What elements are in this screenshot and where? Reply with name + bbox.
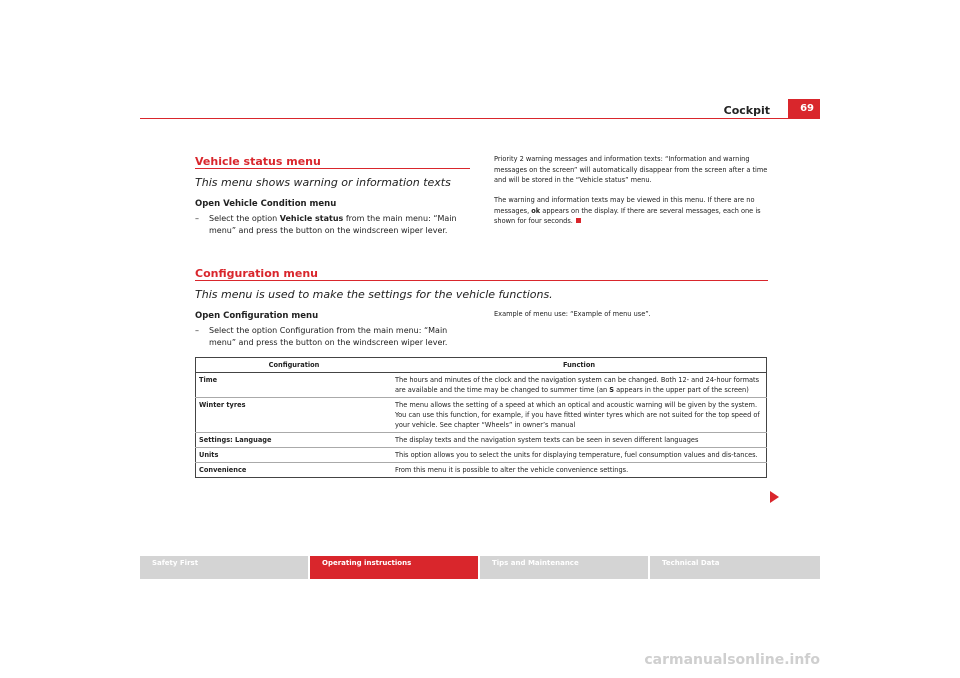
step-vehicle-status: – Select the option Vehicle status from the main menu: “Main menu” and press the button on the windscreen wiper lever. — [195, 214, 457, 235]
nav-tab-technical-data[interactable]: Technical Data — [650, 556, 820, 579]
section-title-vehicle-status: Vehicle status menu — [195, 155, 321, 168]
priority-2-paragraph: Priority 2 warning messages and information texts: “Information and warning messages on the screen” will automatically disappear from the screen after a time and will be stored in the “Vehicle status” menu. — [494, 155, 768, 184]
header-rule — [140, 118, 820, 119]
ok-text: ok — [531, 206, 541, 215]
table-row — [196, 398, 767, 433]
footer-watermark: carmanualsonline.info — [644, 652, 820, 668]
nav-tab-operating-instructions[interactable]: Operating instructions — [310, 556, 478, 579]
section-subtitle-configuration: This menu is used to make the settings for the vehicle functions. — [195, 288, 553, 301]
row-function-units: This option allows you to select the units for displaying temperature, fuel consumption values and dis-tances. — [392, 448, 767, 463]
section-title-configuration: Configuration menu — [195, 267, 318, 280]
section-end-marker-icon — [576, 218, 581, 223]
row-key-language: Settings: Language — [196, 433, 393, 448]
warning-texts-paragraph: The warning and information texts may be viewed in this menu. If there are no messages, ok appears on the display. If there are several messages, each one is shown for four seconds. — [494, 196, 761, 225]
configuration-table — [195, 357, 767, 478]
table-row — [196, 448, 767, 463]
step-configuration: – Select the option Configuration from the main menu: “Main menu” and press the button on the windscreen wiper lever. — [195, 326, 448, 347]
row-function-winter-tyres: The menu allows the setting of a speed at which an optical and acoustic warning will be given by the system. You can use this function, for example, if you have fitted winter tyres which are not suited for the top speed of your vehicle. See chapter “Wheels” in owner’s manual — [392, 398, 767, 433]
section-rule — [195, 168, 470, 169]
row-key-convenience: Convenience — [199, 466, 247, 474]
section-rule — [195, 280, 768, 281]
row-key-winter-tyres: Winter tyres — [196, 398, 393, 433]
table-row — [196, 463, 767, 478]
column-header-function: Function — [392, 358, 767, 373]
row-function-time: The hours and minutes of the clock and the navigation system can be changed. Both 12- and 24-hour formats are available and the time may be changed to summer time (an S appears in the upper part of the screen) — [392, 373, 767, 398]
table-row — [196, 433, 767, 448]
page-number-badge: 69 — [788, 99, 820, 119]
step-dash: – — [195, 214, 199, 223]
row-function-language: The display texts and the navigation system texts can be seen in seven different languages — [392, 433, 767, 448]
section-subtitle-vehicle-status: This menu shows warning or information texts — [195, 176, 451, 189]
nav-tab-tips-maintenance[interactable]: Tips and Maintenance — [480, 556, 648, 579]
step-dash: – — [195, 326, 199, 335]
row-key-units: Units — [196, 448, 393, 463]
example-menu-use: Example of menu use: “Example of menu use”. — [494, 310, 651, 318]
nav-tab-safety-first[interactable]: Safety First — [140, 556, 308, 579]
column-header-configuration: Configuration — [196, 358, 393, 373]
row-function-convenience: From this menu it is possible to alter the vehicle convenience settings. — [395, 466, 629, 474]
continue-arrow-icon — [770, 491, 779, 503]
option-vehicle-status: Vehicle status — [279, 214, 344, 223]
row-key-time: Time — [196, 373, 393, 398]
open-vehicle-condition-heading: Open Vehicle Condition menu — [195, 199, 337, 209]
open-configuration-heading: Open Configuration menu — [195, 311, 319, 321]
table-header-row — [196, 358, 767, 373]
page-header-title: Cockpit — [723, 104, 770, 117]
table-row — [196, 373, 767, 398]
